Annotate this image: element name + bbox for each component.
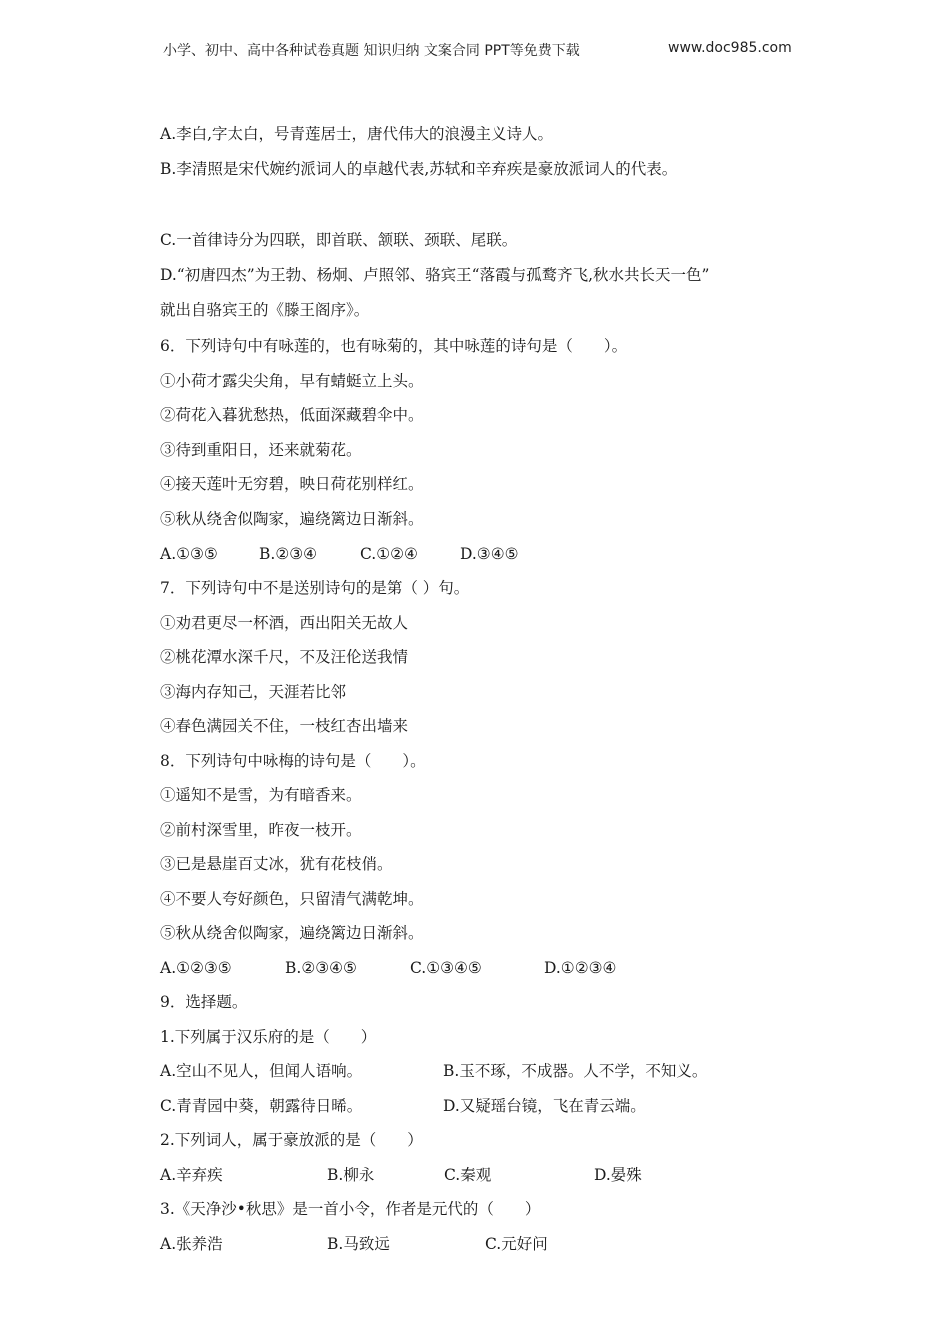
q6-stem: 6．下列诗句中有咏莲的，也有咏菊的，其中咏莲的诗句是（ ）。 [160,337,628,355]
q8-item: ③已是悬崖百丈冰，犹有花枝俏。 [160,855,393,873]
q8-choice-d: D.①②③④ [544,959,617,977]
q6-item: ④接天莲叶无穷碧，映日荷花别样红。 [160,475,424,493]
q6-choice-c: C.①②④ [360,545,418,563]
q7-item: ②桃花潭水深千尺，不及汪伦送我情 [160,648,409,666]
q6-choices [160,544,660,564]
q8-choice-c: C.①③④⑤ [410,959,482,977]
q6-item: ②荷花入暮犹愁热，低面深藏碧伞中。 [160,406,424,424]
q9-3-choice-b: B.马致远 [327,1235,390,1253]
q5-option-b: B.李清照是宋代婉约派词人的卓越代表,苏轼和辛弃疾是豪放派词人的代表。 [160,160,678,178]
q6-choice-a: A.①③⑤ [160,545,218,563]
q9-3-choice-c: C.元好问 [485,1235,548,1253]
q8-item: ①遥知不是雪，为有暗香来。 [160,786,362,804]
q5-option-d: D.“初唐四杰”为王勃、杨炯、卢照邻、骆宾王“落霞与孤鹜齐飞,秋水共长天一色” [160,266,710,284]
q7-item: ①劝君更尽一杯酒，西出阳关无故人 [160,614,409,632]
q9-1-stem: 1.下列属于汉乐府的是（ ） [160,1028,377,1046]
q6-item: ①小荷才露尖尖角，早有蜻蜓立上头。 [160,372,424,390]
q9-2-choice-d: D.晏殊 [594,1166,642,1184]
q8-item: ④不要人夸好颜色，只留清气满乾坤。 [160,890,424,908]
q8-choice-b: B.②③④⑤ [285,959,357,977]
q9-1-choice-c: C.青青园中葵，朝露待日晞。 [160,1097,363,1115]
q5-option-d-cont: 就出自骆宾王的《滕王阁序》。 [160,301,370,319]
q8-choice-a: A.①②③⑤ [160,959,232,977]
q9-2-stem: 2.下列词人，属于豪放派的是（ ） [160,1131,423,1149]
q7-stem: 7．下列诗句中不是送别诗句的是第（ ）句。 [160,579,470,597]
q9-3-stem: 3.《天净沙•秋思》是一首小令，作者是元代的（ ） [160,1200,541,1218]
q9-1-choices-row2 [160,1096,780,1116]
q9-1-choice-b: B.玉不琢，不成器。人不学，不知义。 [443,1062,708,1080]
q8-item: ⑤秋从绕舍似陶家，遍绕篱边日渐斜。 [160,924,424,942]
q8-choices [160,958,680,978]
page-header [163,40,803,60]
q5-option-c: C.一首律诗分为四联，即首联、颔联、颈联、尾联。 [160,231,518,249]
q9-3-choice-a: A.张养浩 [160,1235,223,1253]
q8-stem: 8．下列诗句中咏梅的诗句是（ ）。 [160,752,426,770]
q9-1-choice-a: A.空山不见人，但闻人语响。 [160,1062,363,1080]
header-site-url[interactable]: www.doc985.com [668,40,792,56]
q9-3-choices [160,1234,680,1254]
q7-item: ③海内存知己，天涯若比邻 [160,683,347,701]
q9-2-choice-c: C.秦观 [444,1166,492,1184]
q8-item: ②前村深雪里，昨夜一枝开。 [160,821,362,839]
q6-item: ⑤秋从绕舍似陶家，遍绕篱边日渐斜。 [160,510,424,528]
q9-2-choices [160,1165,680,1185]
q6-choice-d: D.③④⑤ [460,545,519,563]
q9-2-choice-b: B.柳永 [327,1166,375,1184]
q9-stem: 9．选择题。 [160,993,248,1011]
q9-1-choice-d: D.又疑瑶台镜，飞在青云端。 [443,1097,646,1115]
q9-1-choices-row1 [160,1061,780,1081]
q9-2-choice-a: A.辛弃疾 [160,1166,223,1184]
q6-choice-b: B.②③④ [259,545,318,563]
q7-item: ④春色满园关不住，一枝红杏出墙来 [160,717,409,735]
q6-item: ③待到重阳日，还来就菊花。 [160,441,362,459]
header-text: 小学、初中、高中各种试卷真题 知识归纳 文案合同 PPT等免费下载 [163,43,580,59]
q5-option-a: A.李白,字太白，号青莲居士，唐代伟大的浪漫主义诗人。 [160,125,554,143]
